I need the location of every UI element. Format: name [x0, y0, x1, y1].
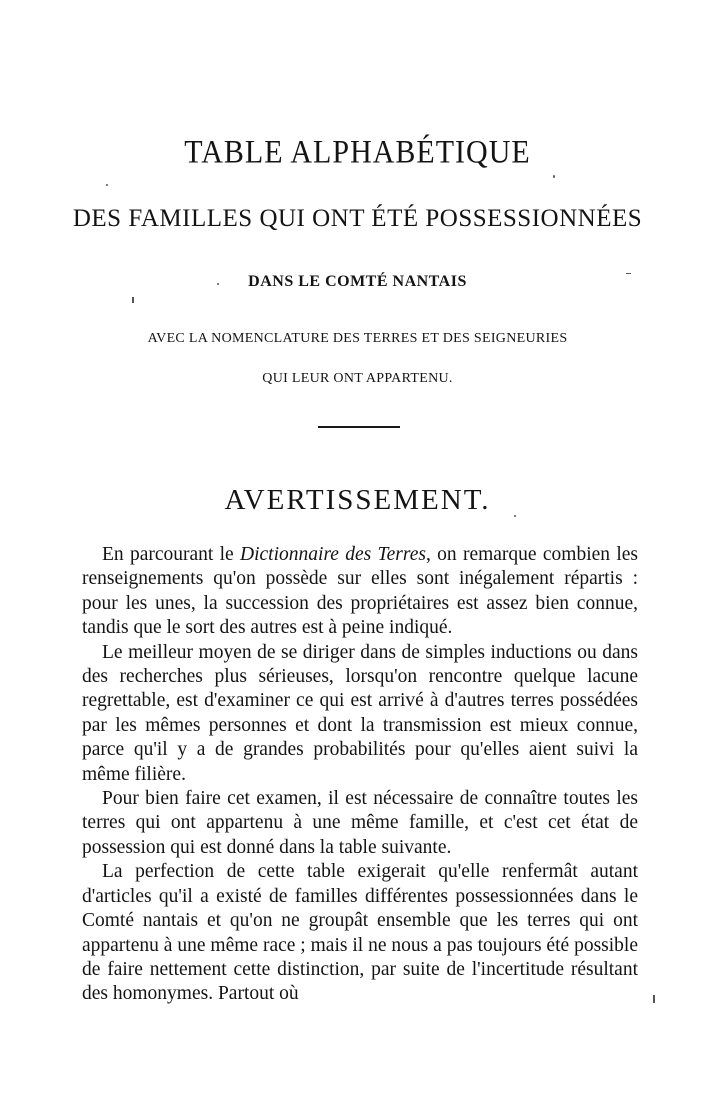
- scan-speck: [132, 297, 134, 303]
- section-heading: AVERTISSEMENT.: [224, 484, 491, 516]
- nomenclature-line-2: QUI LEUR ONT APPARTENU.: [262, 371, 453, 386]
- paragraph-2: Le meilleur moyen de se diriger dans de simples inductions ou dans des recherches plus sérieuses, lorsqu'on rencontre quelque lacune regrettable, est d'examiner ce qui est arrivé à d'autres terres possédées par les mêmes personnes et dont la transmission est mieux connue, parce qu'il y a de grandes probabilités pour qu'elles aient suivi la même filière.: [82, 641, 638, 785]
- document-title: TABLE ALPHABÉTIQUE: [184, 134, 531, 171]
- scan-speck: [626, 273, 631, 274]
- scan-speck: [217, 283, 219, 285]
- paragraph-1-rest: , on remarque combien les renseignements qu'on possède sur elles sont inégalement répartis : pour les unes, la succession des propriétaires est assez bien connue, tandis que le sort des autres est à peine indiqué.: [82, 544, 638, 639]
- document-subtitle: DES FAMILLES QUI ONT ÉTÉ POSSESSIONNÉES: [72, 205, 643, 232]
- paragraph-3: Pour bien faire cet examen, il est nécessaire de connaître toutes les terres qui ont appartenu à une même famille, et c'est cet état de possession qui est donné dans la table suivante.: [82, 788, 638, 858]
- separator-rule: [318, 426, 400, 428]
- county-line: DANS LE COMTÉ NANTAIS: [248, 273, 467, 290]
- scan-speck: [514, 515, 516, 517]
- dictionary-title: Dictionnaire des Terres: [240, 544, 426, 565]
- scan-speck: [653, 995, 655, 1003]
- paragraph-1-lead: En parcourant le: [102, 544, 241, 565]
- body-text: [82, 543, 638, 1007]
- scan-speck: [106, 184, 108, 186]
- paragraph-4: La perfection de cette table exigerait qu'elle renfermât autant d'articles qu'il a existé de familles différentes possessionnées dans le Comté nantais et qu'on ne groupât ensemble que les terres qui ont appartenu à une même race ; mais il ne nous a pas toujours été possible de faire nettement cette distinction, par suite de l'incertitude résultant des homonymes. Partout où: [82, 861, 638, 1005]
- nomenclature-line-1: AVEC LA NOMENCLATURE DES TERRES ET DES SEIGNEURIES: [147, 331, 568, 346]
- paragraph-1: [82, 543, 638, 641]
- scan-speck: [553, 175, 555, 178]
